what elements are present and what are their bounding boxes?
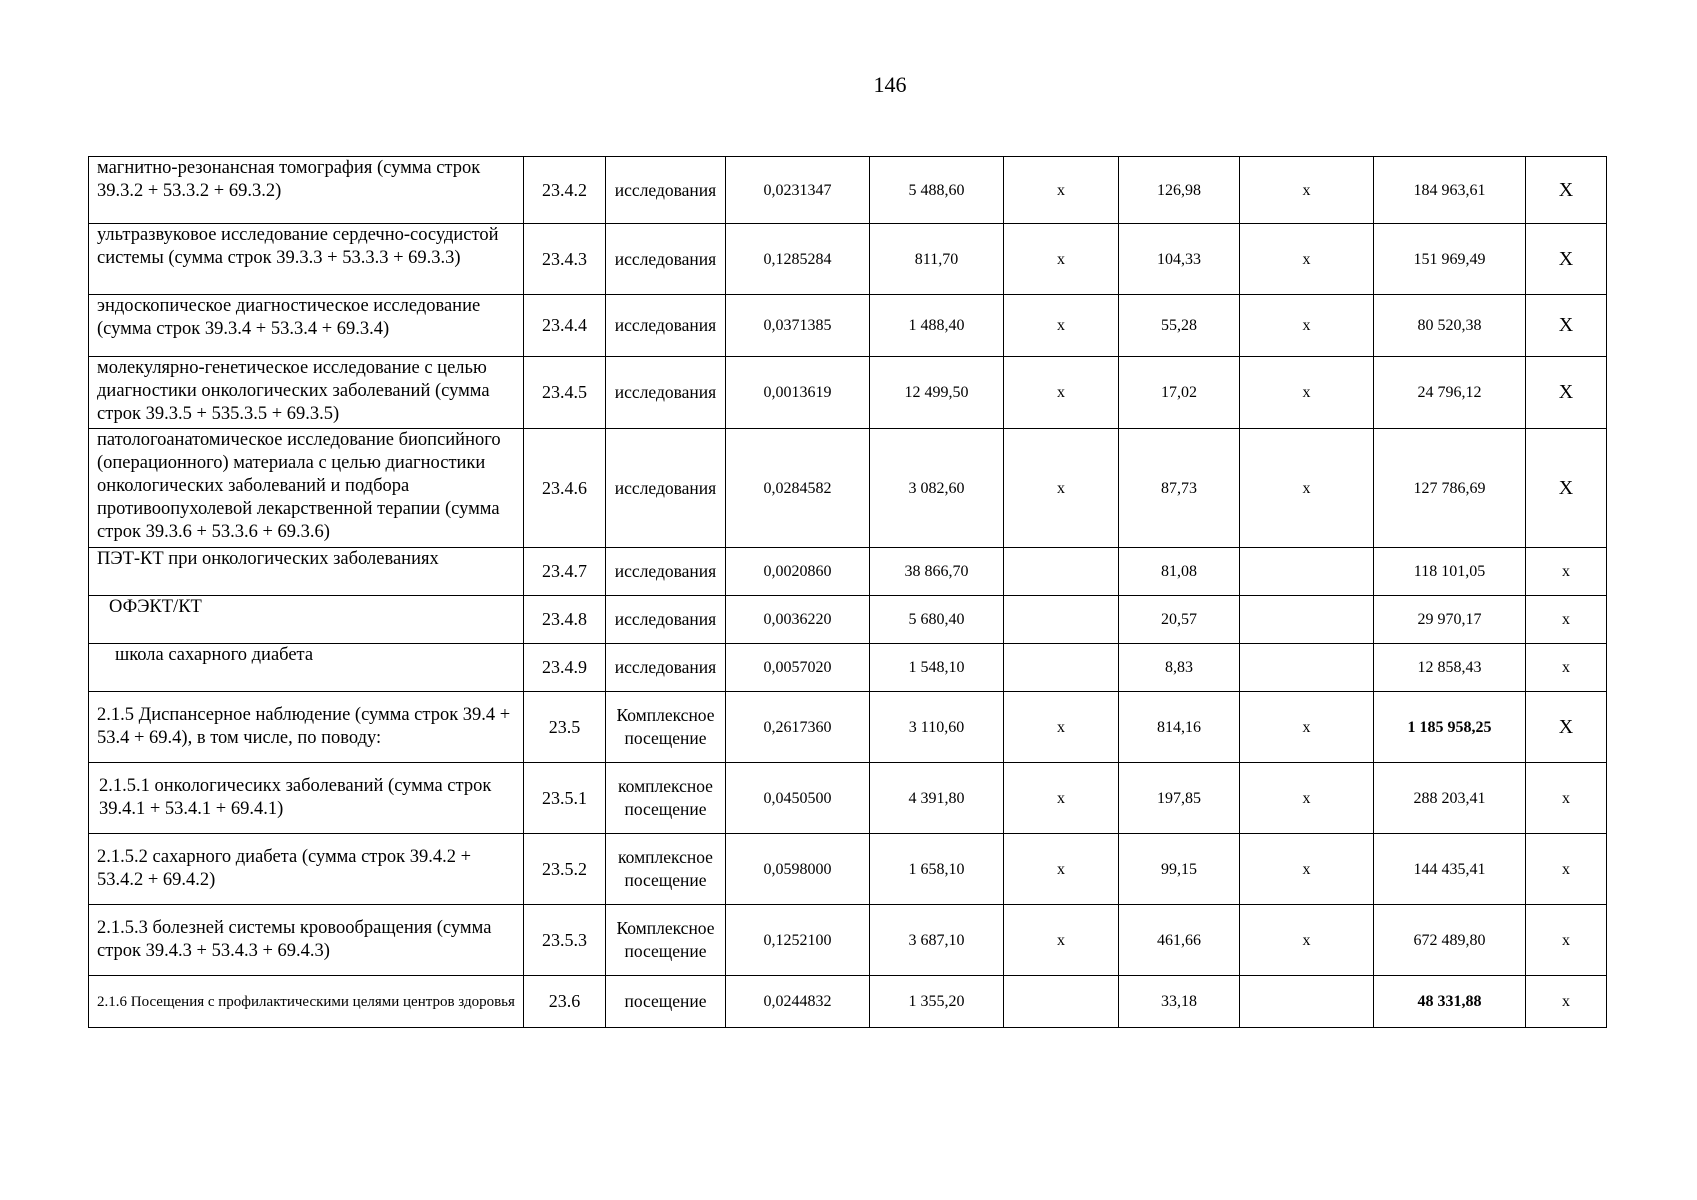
table-row [89,644,1607,692]
row-cost: 3 687,10 [870,905,1004,976]
row-cost: 5 680,40 [870,596,1004,644]
row-norm: 0,0450500 [726,763,870,834]
row-sum: 24 796,12 [1374,357,1526,429]
table-row [89,548,1607,596]
page-number: 146 [873,72,907,97]
row-sum: 151 969,49 [1374,224,1526,295]
row-norm: 0,0057020 [726,644,870,692]
row-cost: 811,70 [870,224,1004,295]
row-code: 23.5.2 [524,834,606,905]
row-unit: исследования [606,429,726,548]
row-code: 23.5.1 [524,763,606,834]
row-norm: 0,1285284 [726,224,870,295]
row-description: 2.1.5.2 сахарного диабета (сумма строк 39.4.2 + 53.4.2 + 69.4.2) [89,834,524,905]
row-cost: 3 110,60 [870,692,1004,763]
row-col7: 461,66 [1119,905,1240,976]
row-unit: исследования [606,357,726,429]
table-row [89,596,1607,644]
row-code: 23.4.7 [524,548,606,596]
row-col10: Х [1526,224,1607,295]
row-col6: х [1004,692,1119,763]
row-col8: х [1240,834,1374,905]
row-sum: 118 101,05 [1374,548,1526,596]
row-norm: 0,0371385 [726,295,870,357]
table-row [89,429,1607,548]
row-col8: х [1240,224,1374,295]
row-sum: 672 489,80 [1374,905,1526,976]
row-col7: 55,28 [1119,295,1240,357]
row-cost: 1 658,10 [870,834,1004,905]
row-description: 2.1.5 Диспансерное наблюдение (сумма строк 39.4 + 53.4 + 69.4), в том числе, по поводу: [89,692,524,763]
row-col7: 814,16 [1119,692,1240,763]
row-unit: Комплексное посещение [606,692,726,763]
row-unit: исследования [606,596,726,644]
row-sum: 48 331,88 [1374,976,1526,1028]
row-description: школа сахарного диабета [89,644,524,692]
row-unit: исследования [606,644,726,692]
row-sum: 12 858,43 [1374,644,1526,692]
row-col10: х [1526,976,1607,1028]
row-cost: 4 391,80 [870,763,1004,834]
row-col10: Х [1526,692,1607,763]
row-norm: 0,2617360 [726,692,870,763]
row-cost: 12 499,50 [870,357,1004,429]
row-col7: 81,08 [1119,548,1240,596]
row-col10: Х [1526,157,1607,224]
row-cost: 1 548,10 [870,644,1004,692]
row-sum: 1 185 958,25 [1374,692,1526,763]
row-unit: посещение [606,976,726,1028]
row-col10: х [1526,644,1607,692]
row-description: ОФЭКТ/КТ [89,596,524,644]
row-sum: 184 963,61 [1374,157,1526,224]
row-norm: 0,0244832 [726,976,870,1028]
row-col6 [1004,548,1119,596]
data-table [88,156,1607,1028]
row-col6 [1004,644,1119,692]
table-row [89,295,1607,357]
row-col7: 17,02 [1119,357,1240,429]
row-col10: х [1526,548,1607,596]
row-col10: х [1526,596,1607,644]
row-norm: 0,0598000 [726,834,870,905]
row-col10: Х [1526,357,1607,429]
table-row [89,357,1607,429]
row-col8 [1240,596,1374,644]
row-col10: Х [1526,429,1607,548]
row-col10: х [1526,763,1607,834]
row-norm: 0,0284582 [726,429,870,548]
row-code: 23.4.9 [524,644,606,692]
row-description: 2.1.5.1 онкологичесикх заболеваний (сумма строк 39.4.1 + 53.4.1 + 69.4.1) [89,763,524,834]
row-description: эндоскопическое диагностическое исследование (сумма строк 39.3.4 + 53.3.4 + 69.3.4) [89,295,524,357]
row-unit: исследования [606,157,726,224]
row-description: 2.1.6 Посещения с профилактическими целями центров здоровья [89,976,524,1028]
row-code: 23.6 [524,976,606,1028]
row-col6 [1004,596,1119,644]
row-cost: 1 488,40 [870,295,1004,357]
row-col8 [1240,976,1374,1028]
row-col7: 197,85 [1119,763,1240,834]
row-description: патологоанатомическое исследование биопсийного (операционного) материала с целью диагностики онкологических заболеваний и подбора противоопухолевой лекарственной терапии (сумма строк 39.3.6 + 53.3.6 + 69.3.6) [89,429,524,548]
row-col7: 87,73 [1119,429,1240,548]
row-col6: х [1004,295,1119,357]
table-row [89,976,1607,1028]
row-col10: х [1526,834,1607,905]
table-row [89,834,1607,905]
row-description: ПЭТ-КТ при онкологических заболеваниях [89,548,524,596]
row-code: 23.4.8 [524,596,606,644]
row-sum: 127 786,69 [1374,429,1526,548]
row-col8 [1240,644,1374,692]
row-code: 23.5.3 [524,905,606,976]
row-unit: исследования [606,224,726,295]
row-description: магнитно-резонансная томография (сумма строк 39.3.2 + 53.3.2 + 69.3.2) [89,157,524,224]
row-col6: х [1004,763,1119,834]
row-code: 23.4.3 [524,224,606,295]
row-description: 2.1.5.3 болезней системы кровообращения (сумма строк 39.4.3 + 53.4.3 + 69.4.3) [89,905,524,976]
row-cost: 38 866,70 [870,548,1004,596]
row-cost: 3 082,60 [870,429,1004,548]
row-description: молекулярно-генетическое исследование с целью диагностики онкологических заболеваний (сумма строк 39.3.5 + 535.3.5 + 69.3.5) [89,357,524,429]
row-code: 23.4.5 [524,357,606,429]
row-sum: 80 520,38 [1374,295,1526,357]
row-col8 [1240,548,1374,596]
row-unit: исследования [606,295,726,357]
row-col6: х [1004,905,1119,976]
row-col6: х [1004,157,1119,224]
row-col8: х [1240,157,1374,224]
row-col8: х [1240,357,1374,429]
table-row [89,905,1607,976]
row-sum: 288 203,41 [1374,763,1526,834]
row-unit: комплексное посещение [606,834,726,905]
row-col8: х [1240,295,1374,357]
row-col6 [1004,976,1119,1028]
row-col6: х [1004,357,1119,429]
row-col6: х [1004,834,1119,905]
table-row [89,692,1607,763]
row-col7: 33,18 [1119,976,1240,1028]
row-cost: 1 355,20 [870,976,1004,1028]
row-sum: 144 435,41 [1374,834,1526,905]
row-norm: 0,0020860 [726,548,870,596]
row-code: 23.4.6 [524,429,606,548]
table-row [89,763,1607,834]
row-col8: х [1240,692,1374,763]
row-col6: х [1004,429,1119,548]
row-col8: х [1240,763,1374,834]
table-row [89,224,1607,295]
row-unit: исследования [606,548,726,596]
row-unit: комплексное посещение [606,763,726,834]
row-sum: 29 970,17 [1374,596,1526,644]
row-cost: 5 488,60 [870,157,1004,224]
row-code: 23.4.4 [524,295,606,357]
row-norm: 0,0013619 [726,357,870,429]
row-norm: 0,1252100 [726,905,870,976]
row-code: 23.4.2 [524,157,606,224]
row-col7: 99,15 [1119,834,1240,905]
row-col7: 20,57 [1119,596,1240,644]
row-code: 23.5 [524,692,606,763]
row-col7: 104,33 [1119,224,1240,295]
row-col6: х [1004,224,1119,295]
row-col10: Х [1526,295,1607,357]
row-norm: 0,0231347 [726,157,870,224]
row-description: ультразвуковое исследование сердечно-сосудистой системы (сумма строк 39.3.3 + 53.3.3 + 69.3.3) [89,224,524,295]
row-col8: х [1240,429,1374,548]
row-col10: х [1526,905,1607,976]
row-col8: х [1240,905,1374,976]
row-col7: 126,98 [1119,157,1240,224]
row-unit: Комплексное посещение [606,905,726,976]
row-norm: 0,0036220 [726,596,870,644]
table-row [89,157,1607,224]
row-col7: 8,83 [1119,644,1240,692]
